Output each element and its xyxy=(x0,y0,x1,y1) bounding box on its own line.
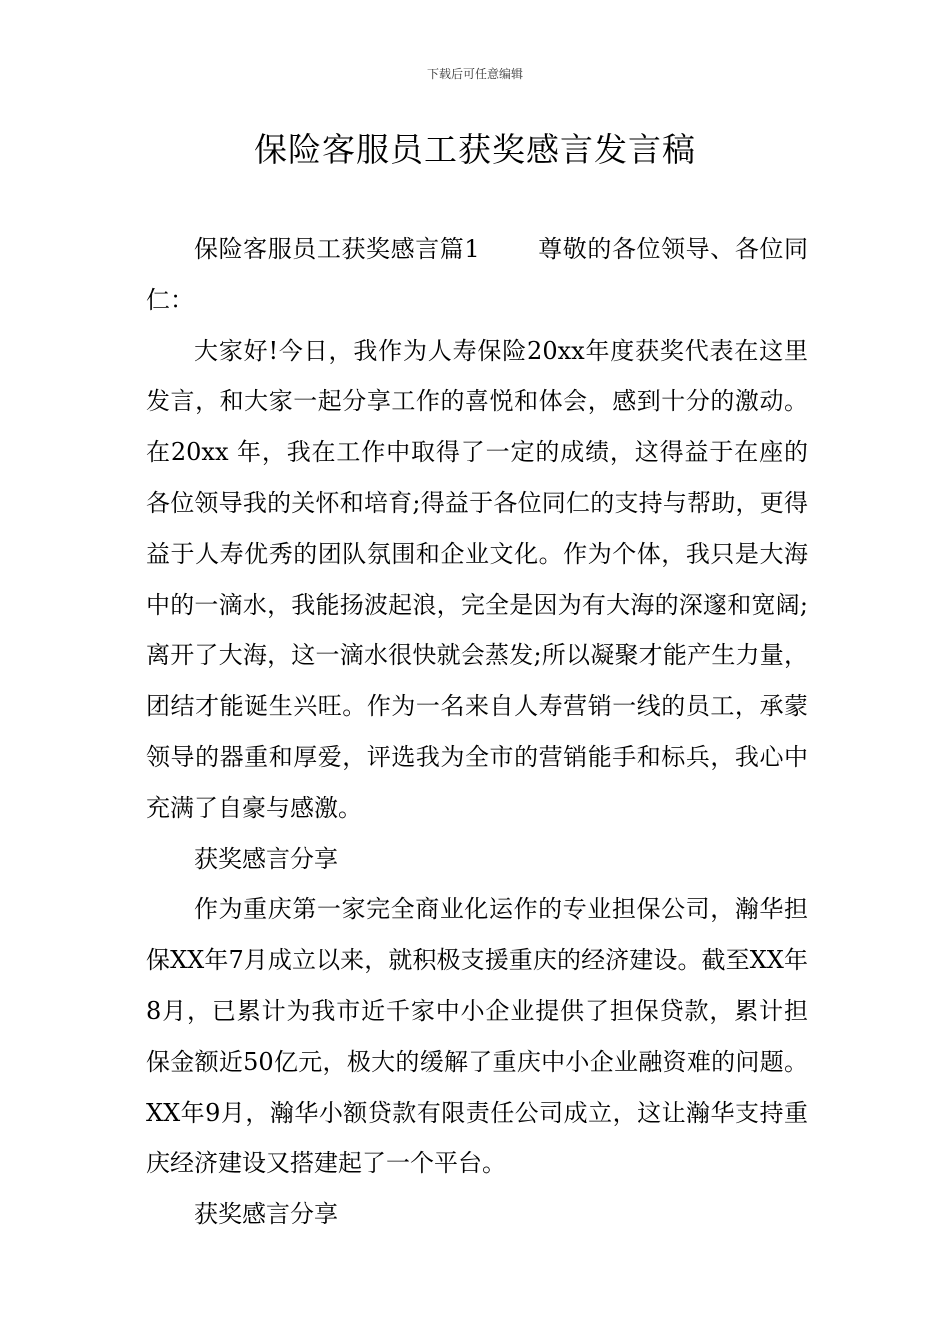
subheading-share-2: 获奖感言分享 xyxy=(194,1200,338,1229)
header-note: 下载后可任意编辑 xyxy=(426,67,523,81)
paragraph-company: 作为重庆第一家完全商业化运作的专业担保公司，瀚华担保XX年7月成立以来，就积极支援重庆的经济建设。截至XX年8月，已累计为我市近千家中小企业提供了担保贷款，累计担保金额近50亿元，极大的缓解了重庆中小企业融资难的问题。XX年9月，瀚华小额贷款有限责任公司成立，这让瀚华支持重庆经济建设又搭建起了一个平台。 xyxy=(146,895,808,1178)
subheading-share-1: 获奖感言分享 xyxy=(194,844,338,873)
greeting: 尊敬的各位领导、各位同仁： xyxy=(146,235,808,314)
document-title: 保险客服员工获奖感言发言稿 xyxy=(254,130,696,169)
document-body xyxy=(146,224,808,1240)
paragraph-speech: 大家好!今日，我作为人寿保险20xx年度获奖代表在这里发言，和大家一起分享工作的喜悦和体会，感到十分的激动。在20xx 年，我在工作中取得了一定的成绩，这得益于在座的各位领导我的关怀和培育;得益于各位同仁的支持与帮助，更得益于人寿优秀的团队氛围和企业文化。作为个体，我只是大海中的一滴水，我能扬波起浪，完全是因为有大海的深邃和宽阔;离开了大海，这一滴水很快就会蒸发;所以凝聚才能产生力量，团结才能诞生兴旺。作为一名来自人寿营销一线的员工，承蒙领导的器重和厚爱，评选我为全市的营销能手和标兵，我心中充满了自豪与感激。 xyxy=(146,336,808,822)
section-title: 保险客服员工获奖感言篇1 xyxy=(194,235,480,263)
paragraph-intro xyxy=(146,224,808,326)
